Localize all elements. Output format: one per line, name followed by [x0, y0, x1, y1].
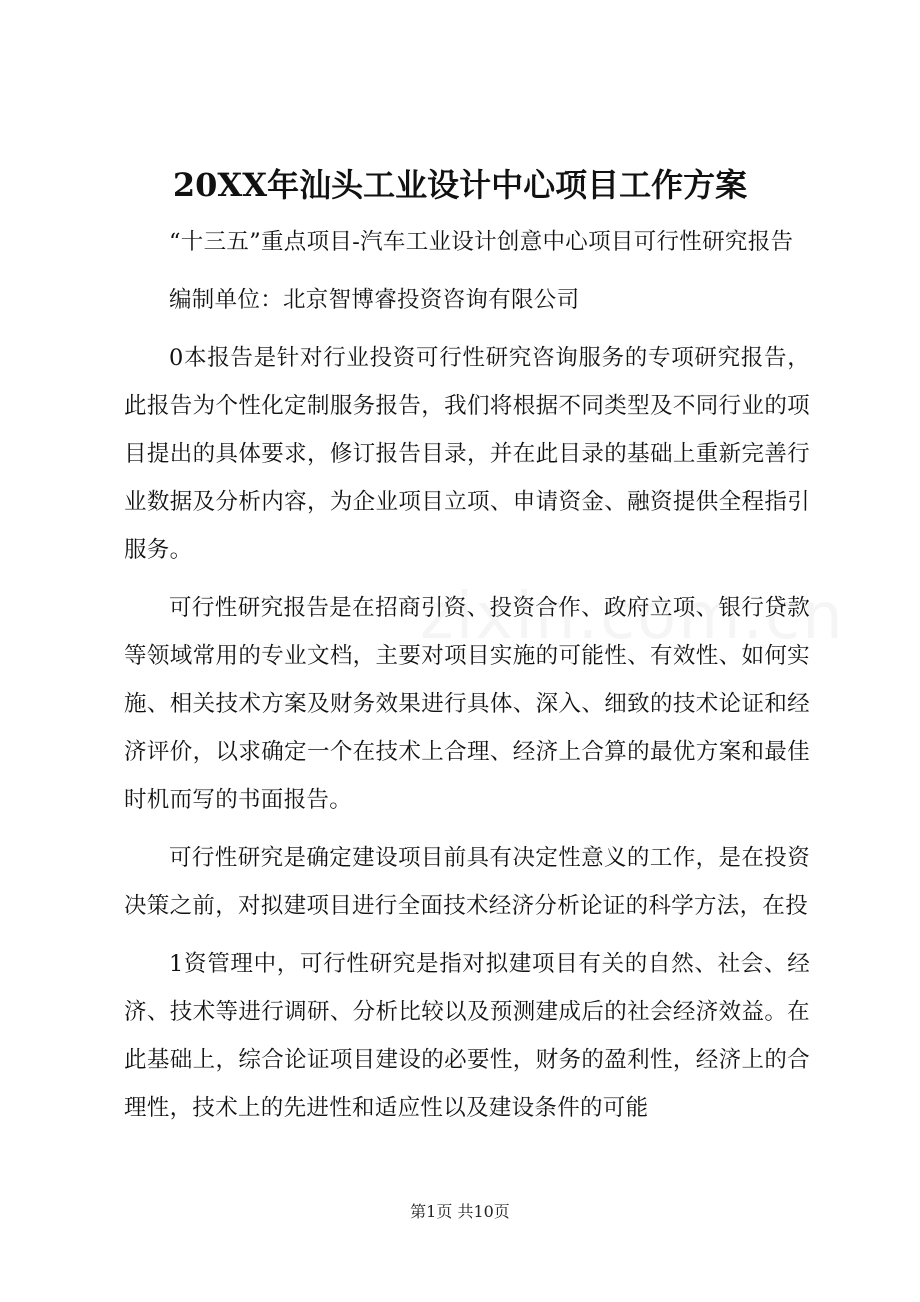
paragraph-subtitle: “十三五”重点项目-汽车工业设计创意中心项目可行性研究报告	[169, 229, 794, 255]
paragraph-significance: 可行性研究是确定建设项目前具有决定性意义的工作，是在投资决策之前，对拟建项目进行全面技术经济分析论证的科学方法，在投	[124, 845, 810, 919]
paragraph-management: 1资管理中，可行性研究是指对拟建项目有关的自然、社会、经济、技术等进行调研、分析比较以及预测建成后的社会经济效益。在此基础上，综合论证项目建设的必要性，财务的盈利性，经济上的合理性，技术上的先进性和适应性以及建设条件的可能	[124, 951, 810, 1121]
paragraph-intro: 0本报告是针对行业投资可行性研究咨询服务的专项研究报告，此报告为个性化定制服务报告，我们将根据不同类型及不同行业的项目提出的具体要求，修订报告目录，并在此目录的基础上重新完善行业数据及分析内容，为企业项目立项、申请资金、融资提供全程指引服务。	[124, 345, 810, 563]
document-title: 20XX年汕头工业设计中心项目工作方案	[172, 166, 748, 204]
document-body	[124, 218, 810, 1142]
page-footer: 第1页 共10页	[410, 1202, 510, 1221]
paragraph-definition: 可行性研究报告是在招商引资、投资合作、政府立项、银行贷款等领域常用的专业文档，主要对项目实施的可能性、有效性、如何实施、相关技术方案及财务效果进行具体、深入、细致的技术论证和经济评价，以求确定一个在技术上合理、经济上合算的最优方案和最佳时机而写的书面报告。	[124, 595, 810, 813]
paragraph-compiler: 编制单位：北京智博睿投资咨询有限公司	[169, 287, 580, 313]
